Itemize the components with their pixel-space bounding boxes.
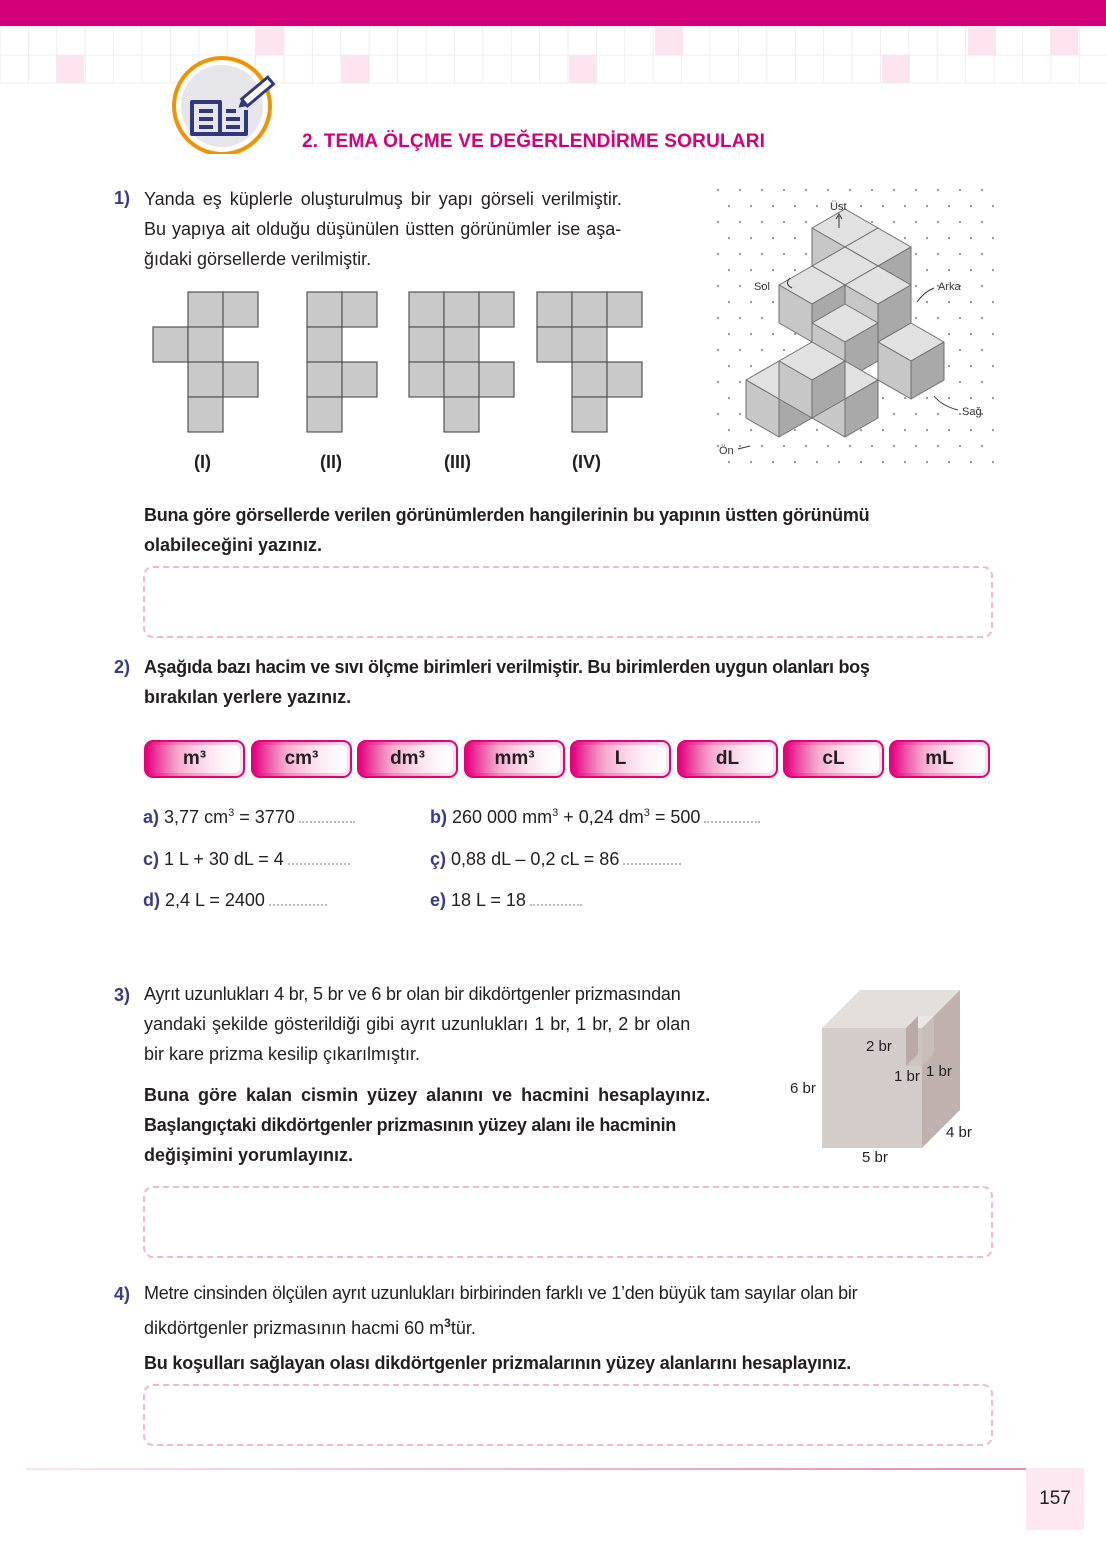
q4-line-2: dikdörtgenler prizmasının hacmi 60 $m^3tür$. (144, 1316, 476, 1338)
q2-line-1: Aşağıda bazı hacim ve sıvı ölçme birimleri verilmiştir. Bu birimlerden uygun olanları boş (144, 657, 870, 677)
question-1-text (144, 184, 684, 274)
question-number-4: 4) (114, 1284, 131, 1304)
answer-box-4[interactable] (143, 1384, 993, 1446)
question-4-prompt (144, 1348, 1004, 1378)
q1-prompt-line-1: Buna göre görsellerde verilen görünümlerden hangilerinin bu yapının üstten görünümü (144, 505, 870, 525)
equation-b: b) 260 000 $mm^3 + 0,24$ $dm^3 = 500$ (430, 807, 760, 828)
view-label-4: (IV) (572, 452, 601, 472)
page-number: 157 (1039, 1488, 1071, 1509)
dim-2br: 2 br (866, 1038, 892, 1055)
cube-structure-figure (712, 184, 998, 470)
unit-dm3: dm³ (357, 740, 458, 778)
q3-prompt-line-1: Buna göre kalan cismin yüzey alanını ve hacmini hesaplayınız. (144, 1085, 711, 1105)
q3-line-2: yandaki şekilde gösterildiği gibi ayrıt uzunlukları 1 br, 1 br, 2 br olan (144, 1014, 691, 1034)
unit-cm3: cm³ (251, 740, 352, 778)
q3-prompt-line-3: değişimini yorumlayınız. (144, 1145, 354, 1165)
book-pencil-icon (162, 54, 292, 154)
q4-prompt-line: Bu koşulları sağlayan olası dikdörtgenler prizmalarının yüzey alanlarını hesaplayınız. (144, 1353, 852, 1373)
unit-cl: cL (783, 740, 884, 778)
question-3-text (144, 979, 774, 1069)
view-label-2: (II) (320, 452, 342, 472)
dim-5br: 5 br (862, 1149, 888, 1166)
equation-d: d) 2,4 L = 2400 (143, 890, 327, 911)
dim-1br-a: 1 br (894, 1068, 920, 1085)
footer-line (26, 1468, 1026, 1470)
blank-c[interactable] (288, 851, 350, 865)
blank-a[interactable] (299, 809, 355, 823)
q4-line-1: Metre cinsinden ölçülen ayrıt uzunlukları birbirinden farklı ve 1’den büyük tam sayılar olan bir (144, 1283, 858, 1303)
top-color-bar (0, 0, 1106, 26)
dim-1br-b: 1 br (926, 1063, 952, 1080)
q1-line-2: Bu yapıya ait olduğu düşünülen üstten görünümler ise aşa- (144, 219, 622, 239)
blank-e[interactable] (530, 892, 582, 906)
page-title: 2. TEMA ÖLÇME VE DEĞERLENDİRME SORULARI (302, 131, 766, 152)
label-top: Üst (830, 201, 847, 213)
unit-l: L (570, 740, 671, 778)
dim-4br: 4 br (946, 1124, 972, 1141)
q1-prompt-line-2: olabileceğini yazınız. (144, 535, 323, 555)
q1-line-1: Yanda eş küplerle oluşturulmuş bir yapı görseli verilmiştir. (144, 189, 622, 209)
label-left: Sol (754, 281, 770, 293)
equation-cc: ç) 0,88 dL – 0,2 cL = 86 (430, 849, 681, 870)
equation-c: c) 1 L + 30 dL = 4 (143, 849, 350, 870)
q3-line-1: Ayrıt uzunlukları 4 br, 5 br ve 6 br olan bir dikdörtgenler prizmasından (144, 984, 681, 1004)
equation-e: e) 18 L = 18 (430, 890, 582, 911)
question-number-3: 3) (114, 985, 131, 1005)
answer-box-3[interactable] (143, 1186, 993, 1258)
question-number-1: 1) (114, 188, 131, 208)
unit-dl: dL (677, 740, 778, 778)
blank-cc[interactable] (623, 851, 681, 865)
dim-6br: 6 br (790, 1080, 816, 1097)
question-number-2: 2) (114, 657, 131, 677)
q1-line-3: ğıdaki görsellerde verilmiştir. (144, 249, 372, 269)
unit-ml: mL (889, 740, 990, 778)
question-3-prompt (144, 1080, 774, 1170)
unit-m3: m³ (144, 740, 245, 778)
view-label-1: (I) (194, 452, 211, 472)
label-right: Sağ (962, 406, 982, 418)
question-1-prompt (144, 500, 994, 560)
answer-box-1[interactable] (143, 566, 993, 638)
question-4-text (144, 1278, 1004, 1343)
top-view-figures (150, 290, 650, 440)
label-back: Arka (938, 281, 961, 293)
blank-b[interactable] (704, 809, 760, 823)
question-2-text (144, 652, 1004, 712)
blank-d[interactable] (269, 892, 327, 906)
label-front: Ön (719, 445, 734, 457)
q3-prompt-line-2: Başlangıçtaki dikdörtgenler prizmasının yüzey alanı ile hacminin (144, 1115, 676, 1135)
q3-line-3: bir kare prizma kesilip çıkarılmıştır. (144, 1044, 421, 1064)
equation-a: a) 3,77 $cm^3 = 3770$ (143, 807, 355, 828)
view-label-3: (III) (444, 452, 471, 472)
unit-mm3: mm³ (464, 740, 565, 778)
q2-line-2: bırakılan yerlere yazınız. (144, 687, 352, 707)
